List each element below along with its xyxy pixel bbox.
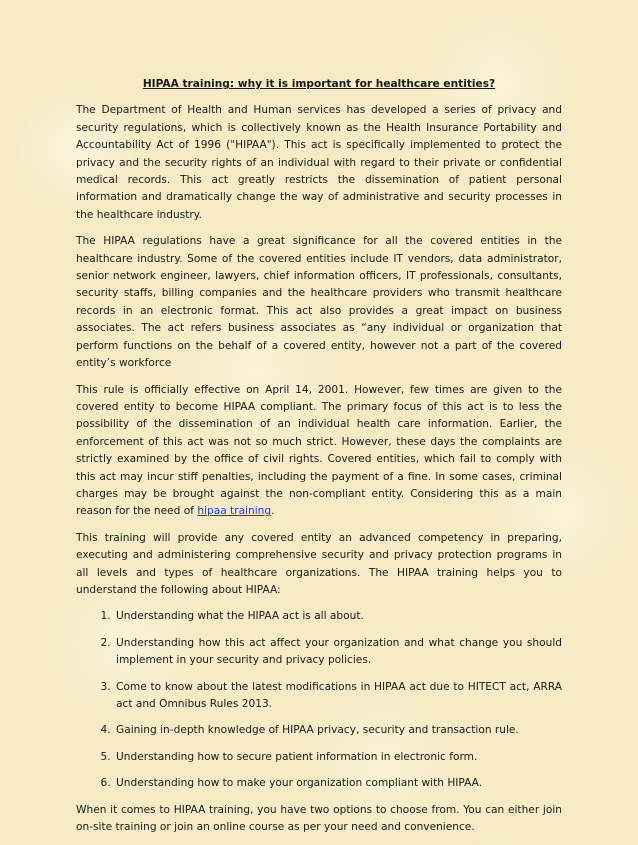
list-item: 6. Understanding how to make your organization compliant with HIPAA. <box>114 775 562 792</box>
document-title: HIPAA training: why it is important for healthcare entities? <box>142 78 496 90</box>
paragraph-rule <box>76 382 562 521</box>
document-page <box>76 76 562 845</box>
list-item: 5. Understanding how to secure patient information in electronic form. <box>114 749 562 766</box>
paragraph-regulations: The HIPAA regulations have a great significance for all the covered entities in the healthcare industry. Some of the covered entities include IT vendors, data administrator, senior network engineer, lawyers, chief information officers, IT professionals, consultants, security staffs, billing companies and the healthcare providers who transmit healthcare records in an electronic format. This act also provides a great impact on business associates. The act refers business associates as “any individual or organization that perform functions on the behalf of a covered entity, however not a part of the covered entity’s workforce <box>76 235 562 370</box>
paragraph-training: This training will provide any covered entity an advanced competency in preparing, executing and administering comprehensive security and privacy protection programs in all levels and types of healthcare organizations. The HIPAA training helps you to understand the following about HIPAA: <box>76 531 562 596</box>
list-item: 2. Understanding how this act affect your organization and what change you should implement in your security and privacy policies. <box>114 635 562 670</box>
paragraph-rule-end: . <box>271 505 275 518</box>
list-item: 4. Gaining in-depth knowledge of HIPAA privacy, security and transaction rule. <box>114 722 562 739</box>
paragraph-intro: The Department of Health and Human services has developed a series of privacy and security regulations, which is collectively known as the Health Insurance Portability and Accountability Act of 1996 ("HIPAA"). This act is specifically implemented to protect the privacy and the security rights of an individual with regard to their private or confidential medical records. This act greatly restricts the dissemination of patient personal information and dramatically change the way of administrative and security processes in the healthcare industry. <box>76 104 562 221</box>
paragraph-rule-text: This rule is officially effective on April 14, 2001. However, few times are given to the covered entity to become HIPAA compliant. The primary focus of this act is to less the possibility of the dissemination of an individual health care information. Earlier, the enforcement of this act was not so much strict. However, these days the complaints are strictly examined by the office of civil rights. Covered entities, which fail to comply with this act may incur stiff penalties, including the payment of a fine. In some cases, criminal charges may be brought against the non-compliant entity. Considering this as a main reason for the need of <box>76 383 562 518</box>
training-benefits-list <box>76 608 562 792</box>
hipaa-training-link[interactable]: hipaa training <box>197 505 272 518</box>
list-item: 1. Understanding what the HIPAA act is all about. <box>114 608 562 625</box>
paragraph-closing: When it comes to HIPAA training, you have two options to choose from. You can either join on-site training or join an online course as per your need and convenience. <box>76 803 562 834</box>
list-item: 3. Come to know about the latest modifications in HIPAA act due to HITECT act, ARRA act and Omnibus Rules 2013. <box>114 679 562 714</box>
